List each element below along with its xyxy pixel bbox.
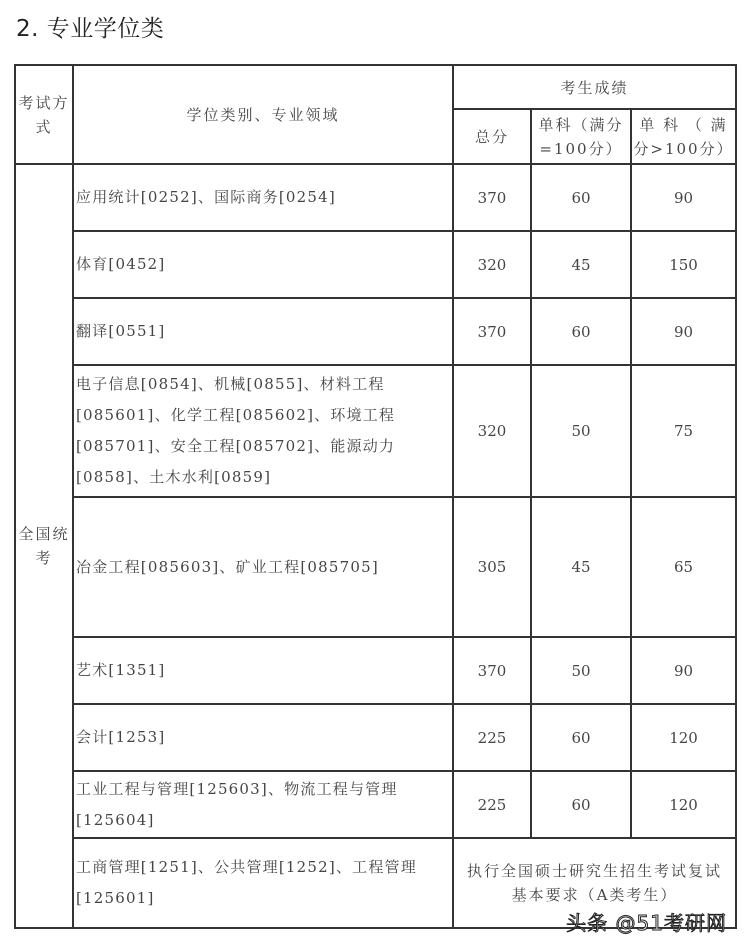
section-title: 2. 专业学位类 (16, 16, 165, 42)
single-100-cell: 45 (531, 497, 631, 637)
single-gt100-cell: 150 (631, 231, 736, 298)
requirement-note: 执行全国硕士研究生招生考试复试基本要求（A类考生） (453, 838, 736, 928)
exam-method-value: 全国统考 (15, 164, 73, 928)
single-gt100-cell: 75 (631, 365, 736, 497)
field-cell: 冶金工程[085603]、矿业工程[085705] (73, 497, 453, 637)
score-requirements-table (14, 64, 737, 929)
single-gt100-cell: 120 (631, 704, 736, 771)
single-100-cell: 60 (531, 704, 631, 771)
single-100-cell: 45 (531, 231, 631, 298)
total-cell: 320 (453, 365, 531, 497)
single-100-cell: 60 (531, 771, 631, 838)
single-gt100-cell: 90 (631, 298, 736, 365)
table-row (15, 704, 736, 771)
watermark: 头条 @51考研网 (566, 911, 727, 935)
table-row (15, 497, 736, 637)
header-degree-field: 学位类别、专业领域 (73, 65, 453, 164)
header-single-gt100: 单 科 （ 满分>100分） (631, 109, 736, 164)
header-total: 总分 (453, 109, 531, 164)
header-exam-method: 考试方式 (15, 65, 73, 164)
single-100-cell: 50 (531, 365, 631, 497)
total-cell: 370 (453, 164, 531, 231)
field-cell: 体育[0452] (73, 231, 453, 298)
header-scores-group: 考生成绩 (453, 65, 736, 109)
field-cell: 翻译[0551] (73, 298, 453, 365)
single-gt100-cell: 90 (631, 164, 736, 231)
single-gt100-cell: 120 (631, 771, 736, 838)
field-cell: 工业工程与管理[125603]、物流工程与管理[125604] (73, 771, 453, 838)
field-cell: 工商管理[1251]、公共管理[1252]、工程管理[125601] (73, 838, 453, 928)
table-row (15, 771, 736, 838)
field-cell: 艺术[1351] (73, 637, 453, 704)
table-row (15, 365, 736, 497)
field-cell: 电子信息[0854]、机械[0855]、材料工程[085601]、化学工程[085602]、环境工程[085701]、安全工程[085702]、能源动力[0858]、土木水利[0859] (73, 365, 453, 497)
header-single-100: 单科（满分=100分） (531, 109, 631, 164)
table-row (15, 231, 736, 298)
single-100-cell: 60 (531, 164, 631, 231)
field-cell: 应用统计[0252]、国际商务[0254] (73, 164, 453, 231)
total-cell: 320 (453, 231, 531, 298)
total-cell: 225 (453, 704, 531, 771)
single-gt100-cell: 65 (631, 497, 736, 637)
single-gt100-cell: 90 (631, 637, 736, 704)
total-cell: 370 (453, 298, 531, 365)
total-cell: 225 (453, 771, 531, 838)
total-cell: 370 (453, 637, 531, 704)
total-cell: 305 (453, 497, 531, 637)
table-row (15, 164, 736, 231)
table-row (15, 298, 736, 365)
field-cell: 会计[1253] (73, 704, 453, 771)
table-row (15, 637, 736, 704)
single-100-cell: 60 (531, 298, 631, 365)
single-100-cell: 50 (531, 637, 631, 704)
